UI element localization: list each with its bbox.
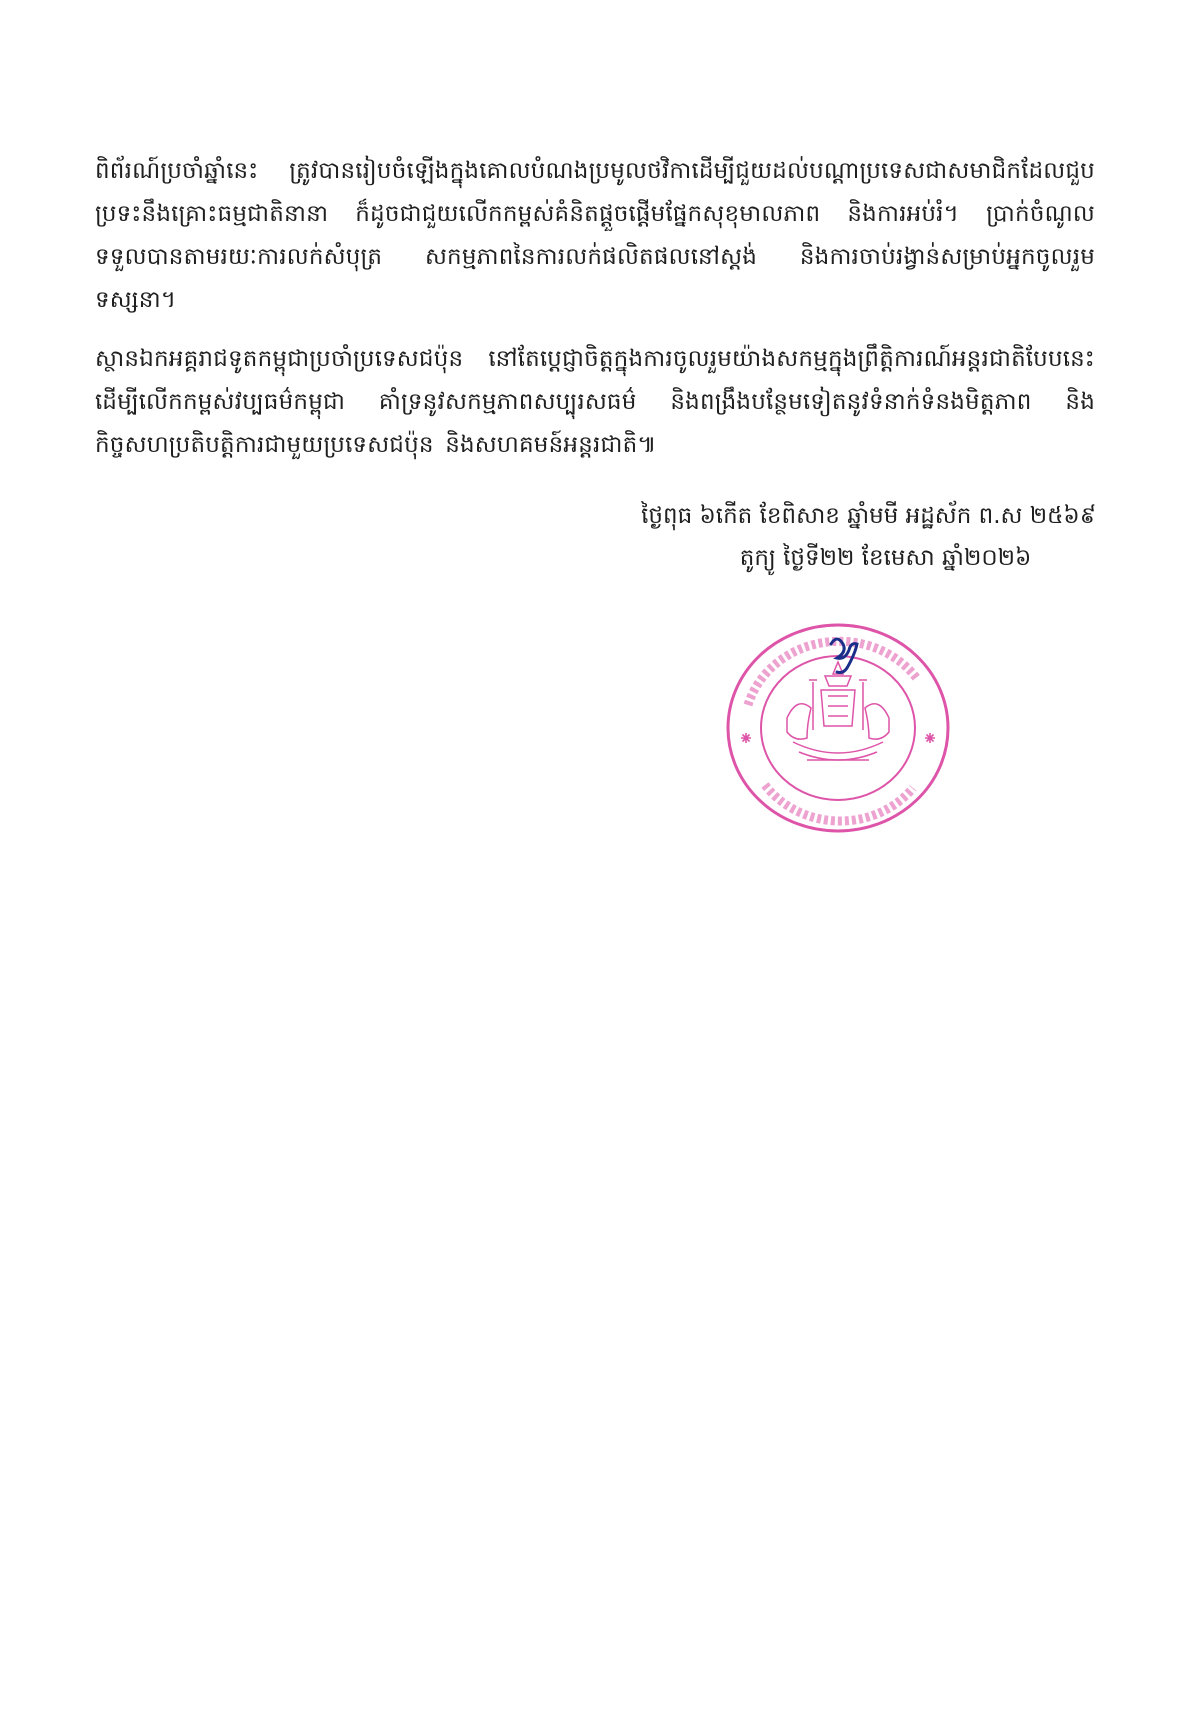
document-body — [95, 150, 1095, 479]
paragraph-event-purpose: ពិព័រណ៍ប្រចាំឆ្នាំនេះ ត្រូវបានរៀបចំឡើងក្នុងគោលបំណងប្រមូលថវិកាដើម្បីជួយដល់បណ្ដាប្រទេសជាសមាជិកដែលជួបប្រទះនឹងគ្រោះធម្មជាតិនានា ក៏ដូចជាជួយលើកកម្ពស់គំនិតផ្ដួចផ្ដើមផ្នែកសុខុមាលភាព និងការអប់រំ។ ប្រាក់ចំណូល ទទួលបានតាមរយៈការលក់សំបុត្រ សកម្មភាពនៃការលក់ផលិតផលនៅស្ដង់ និងការចាប់រង្វាន់សម្រាប់អ្នកចូលរួមទស្សនា។ — [95, 158, 1095, 313]
lunar-date: ថ្ងៃពុធ ៦កើត ខែពិសាខ ឆ្នាំមមី អដ្ឋស័ក ព.ស ២៥៦៩ — [641, 503, 1096, 529]
paragraph-embassy-commitment: ស្ថានឯកអគ្គរាជទូតកម្ពុជាប្រចាំប្រទេសជប៉ុន នៅតែប្ដេជ្ញាចិត្តក្នុងការចូលរួមយ៉ាងសកម្មក្នុងព្រឹត្តិការណ៍អន្តរជាតិបែបនេះ ដើម្បីលើកកម្ពស់វប្បធម៌កម្ពុជា គាំទ្រនូវសកម្មភាពសប្បុរសធម៌ និងពង្រឹងបន្ថែមទៀតនូវទំនាក់ទំនងមិត្តភាព និងកិច្ចសហប្រតិបត្តិការជាមួយប្រទេសជប៉ុន និងសហគមន៍អន្តរជាតិ៕ — [95, 346, 1095, 458]
date-block — [641, 495, 1096, 579]
gregorian-date: តូក្យូ ថ្ងៃទី២២ ខែមេសា ឆ្នាំ២០២៦ — [739, 545, 1032, 571]
official-seal-stamp — [713, 610, 963, 850]
seal-icon — [713, 610, 963, 850]
